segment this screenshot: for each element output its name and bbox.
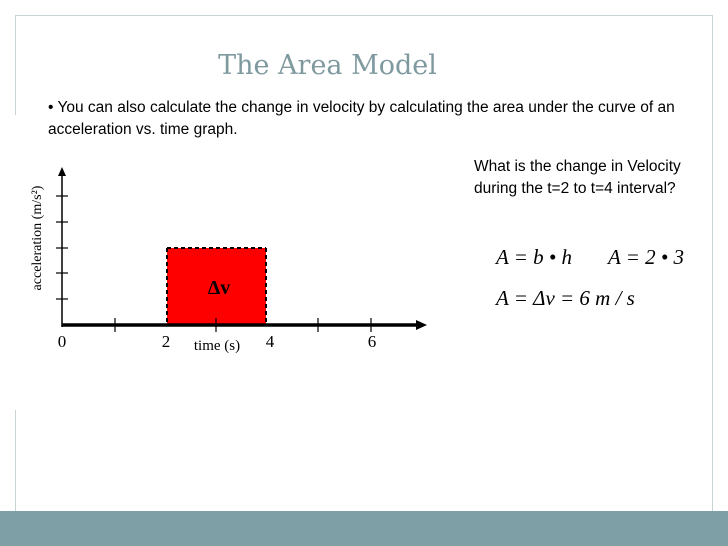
y-axis-title: acceleration (m/s²) [30, 185, 45, 291]
area-label: Δv [207, 277, 231, 299]
y-axis-arrow [58, 167, 66, 176]
equation-result: A = Δv = 6 m / s [496, 286, 635, 310]
equation-area-formula: A = b • h [496, 245, 572, 269]
slide-title: The Area Model [218, 50, 437, 81]
x-tick-label: 6 [367, 332, 377, 351]
x-axis-title: time (s) [193, 338, 241, 354]
x-axis-arrow [416, 320, 427, 330]
x-tick-label: 4 [265, 332, 275, 351]
x-tick-label: 0 [57, 332, 67, 351]
bullet-text: • You can also calculate the change in velocity by calculating the area under the curve of an acceleration vs. time graph. [48, 99, 675, 138]
x-tick-label: 2 [161, 332, 171, 351]
question-text: What is the change in Velocity during the t=2 to t=4 interval? [474, 158, 681, 197]
equation-area-values: A = 2 • 3 [608, 245, 684, 269]
